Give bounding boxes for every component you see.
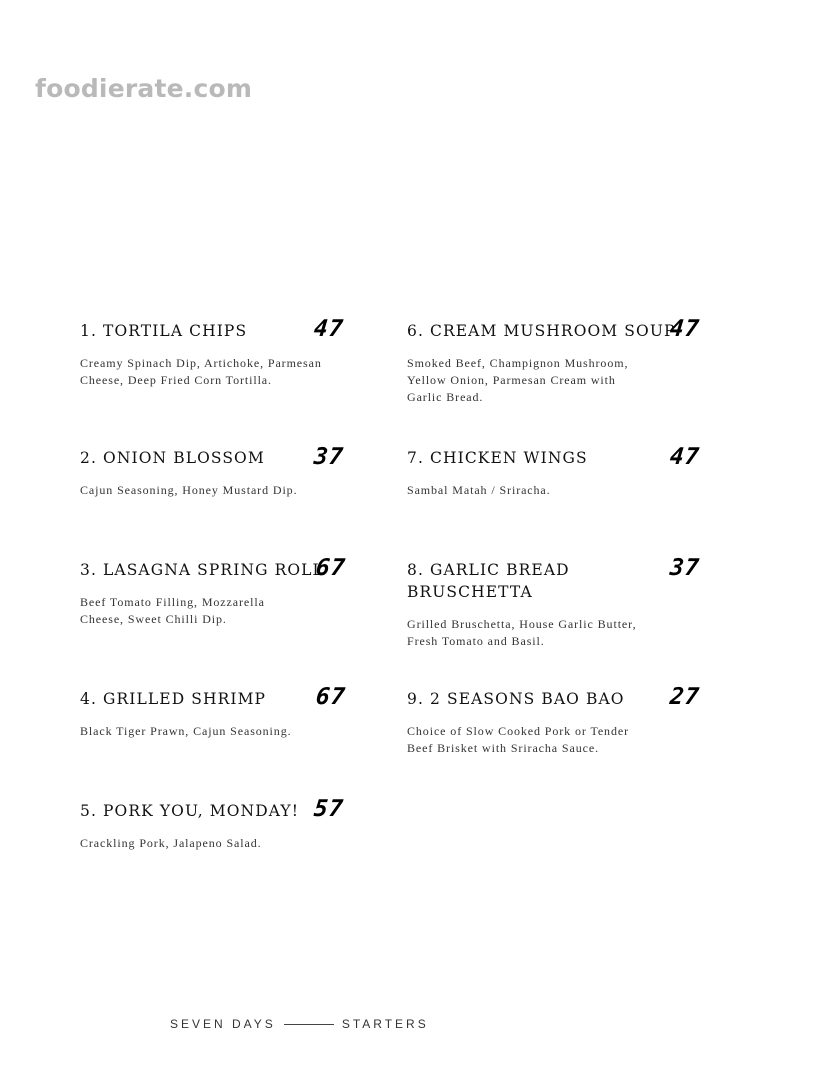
item-price: 47 <box>668 316 702 342</box>
page-footer <box>170 1017 429 1031</box>
item-title: 9. 2 SEASONS BAO BAO <box>407 690 625 708</box>
item-description: Beef Tomato Filling, Mozzarella Cheese, Sweet Chilli Dip. <box>80 595 265 626</box>
item-description: Choice of Slow Cooked Pork or Tender Beef Brisket with Sriracha Sauce. <box>407 724 629 755</box>
item-description: Grilled Bruschetta, House Garlic Butter, Fresh Tomato and Basil. <box>407 617 637 648</box>
menu-item-5 <box>80 800 345 852</box>
item-description: Cajun Seasoning, Honey Mustard Dip. <box>80 483 298 497</box>
item-title: 5. PORK YOU, MONDAY! <box>80 802 300 820</box>
footer-brand: SEVEN DAYS <box>170 1017 276 1031</box>
item-description: Black Tiger Prawn, Cajun Seasoning. <box>80 724 292 738</box>
item-title: 3. LASAGNA SPRING ROLL <box>80 561 324 579</box>
watermark: foodierate.com <box>35 74 253 103</box>
item-description: Smoked Beef, Champignon Mushroom, Yellow Onion, Parmesan Cream with Garlic Bread. <box>407 356 629 404</box>
item-price: 47 <box>668 444 702 470</box>
menu-item-2 <box>80 447 345 499</box>
item-description: Sambal Matah / Sriracha. <box>407 483 551 497</box>
item-title: 4. GRILLED SHRIMP <box>80 690 267 708</box>
menu-item-4 <box>80 688 345 740</box>
item-price: 67 <box>314 555 348 581</box>
item-description: Crackling Pork, Jalapeno Salad. <box>80 836 262 850</box>
footer-section: STARTERS <box>341 1017 429 1031</box>
menu-item-3 <box>80 559 324 628</box>
item-description: Creamy Spinach Dip, Artichoke, Parmesan Cheese, Deep Fried Corn Tortilla. <box>80 356 322 387</box>
item-price: 37 <box>668 555 702 581</box>
menu-item-9 <box>407 688 672 757</box>
item-price: 57 <box>312 796 346 822</box>
item-title: 2. ONION BLOSSOM <box>80 449 265 467</box>
menu-item-7 <box>407 447 672 499</box>
item-title: 8. GARLIC BREAD BRUSCHETTA <box>407 561 570 601</box>
menu-item-6 <box>407 320 676 406</box>
item-title: 7. CHICKEN WINGS <box>407 449 588 467</box>
item-title: 6. CREAM MUSHROOM SOUP <box>407 322 676 340</box>
menu-item-8 <box>407 559 637 650</box>
menu-item-1 <box>80 320 345 389</box>
item-price: 27 <box>668 684 702 710</box>
item-price: 47 <box>312 316 346 342</box>
item-price: 37 <box>312 444 346 470</box>
footer-divider <box>284 1024 334 1025</box>
item-price: 67 <box>314 684 348 710</box>
item-title: 1. TORTILA CHIPS <box>80 322 248 340</box>
